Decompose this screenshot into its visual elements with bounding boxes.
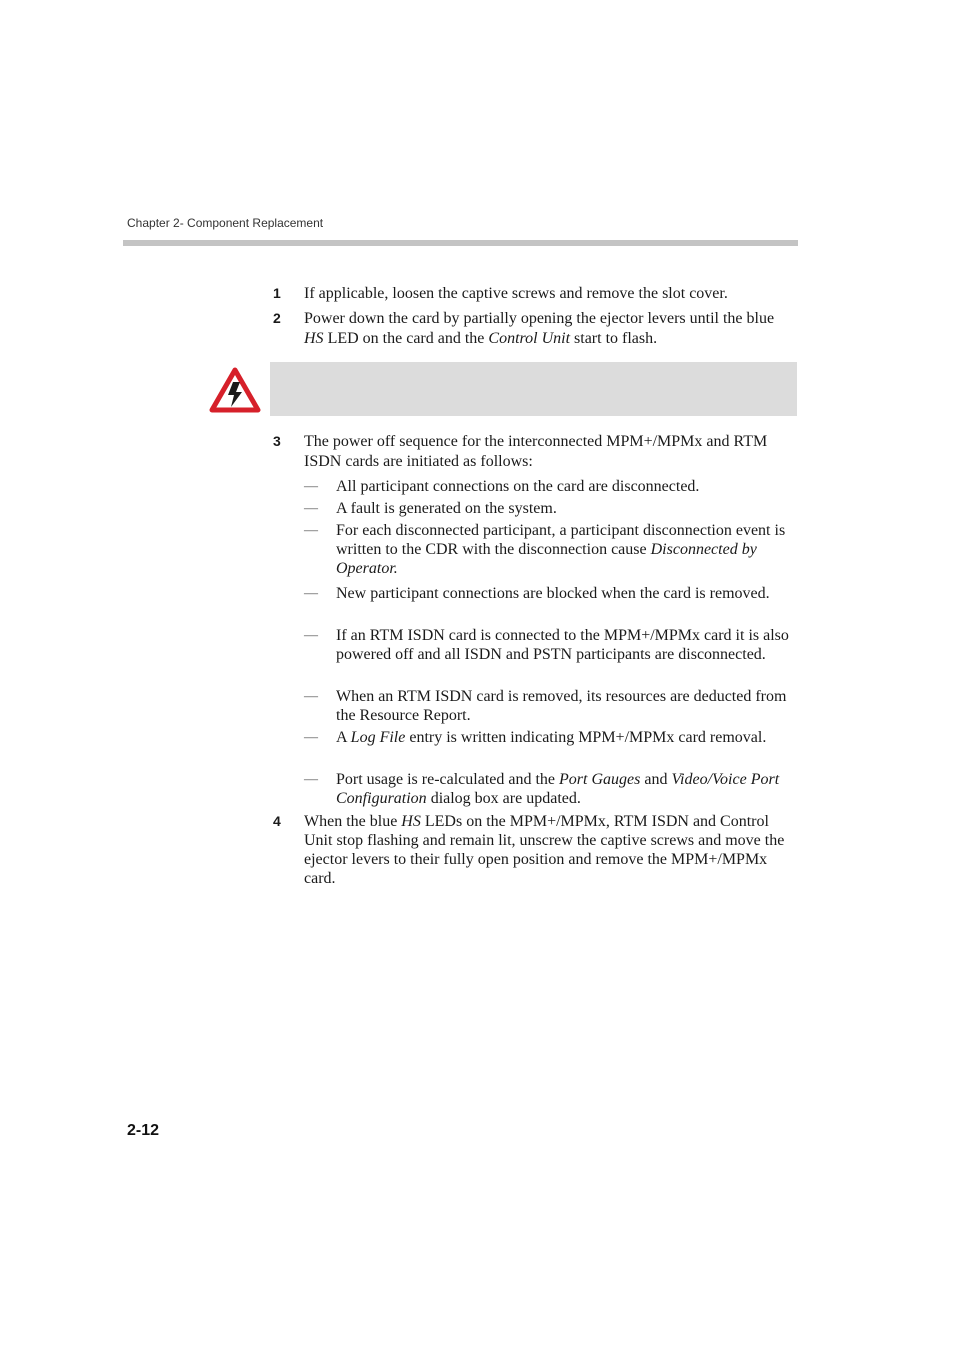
step-number: 1 [273,285,281,301]
procedure-step [270,432,797,471]
page-number: 2-12 [127,1122,160,1139]
list-item: — For each disconnected participant, a participant disconnection event is written to the CDR with the disconnection cause Disconnected by Operator. [304,522,786,577]
header-rule [123,240,798,246]
list-item: — Port usage is re-calculated and the Port Gauges and Video/Voice Port Configuration dialog box are updated. [304,771,780,807]
step-number: 4 [273,813,281,829]
step-number: 3 [273,433,281,449]
running-header: Chapter 2- Component Replacement [127,216,324,230]
step-number: 2 [273,310,281,326]
warning-box [270,362,797,416]
procedure-step [270,284,797,304]
procedure-step [270,812,797,888]
list-item: — A Log File entry is written indicating MPM+/MPMx card removal. [304,729,767,746]
procedure-step [270,309,797,348]
list-item: — New participant connections are blocked when the card is removed. [304,585,770,602]
step-text: The power off sequence for the interconnected MPM+/MPMx and RTM ISDN cards are initiated as follows: [304,433,768,470]
list-item: — A fault is generated on the system. [304,500,557,517]
step-text: If applicable, loosen the captive screws and remove the slot cover. [304,285,728,302]
list-item: — When an RTM ISDN card is removed, its resources are deducted from the Resource Report. [304,688,787,724]
list-item: — All participant connections on the card are disconnected. [304,478,700,495]
high-voltage-warning-icon [209,367,261,413]
list-item: — If an RTM ISDN card is connected to the MPM+/MPMx card it is also powered off and all ISDN and PSTN participants are disconnected. [304,627,789,663]
step-text: When the blue HS LEDs on the MPM+/MPMx, RTM ISDN and Control Unit stop flashing and remain lit, unscrew the captive screws and move the ejector levers to their fully open position and remove the MPM+/MPMx card. [304,813,785,887]
step-text: Power down the card by partially opening the ejector levers until the blue HS LED on the card and the Control Unit start to flash. [304,310,775,347]
